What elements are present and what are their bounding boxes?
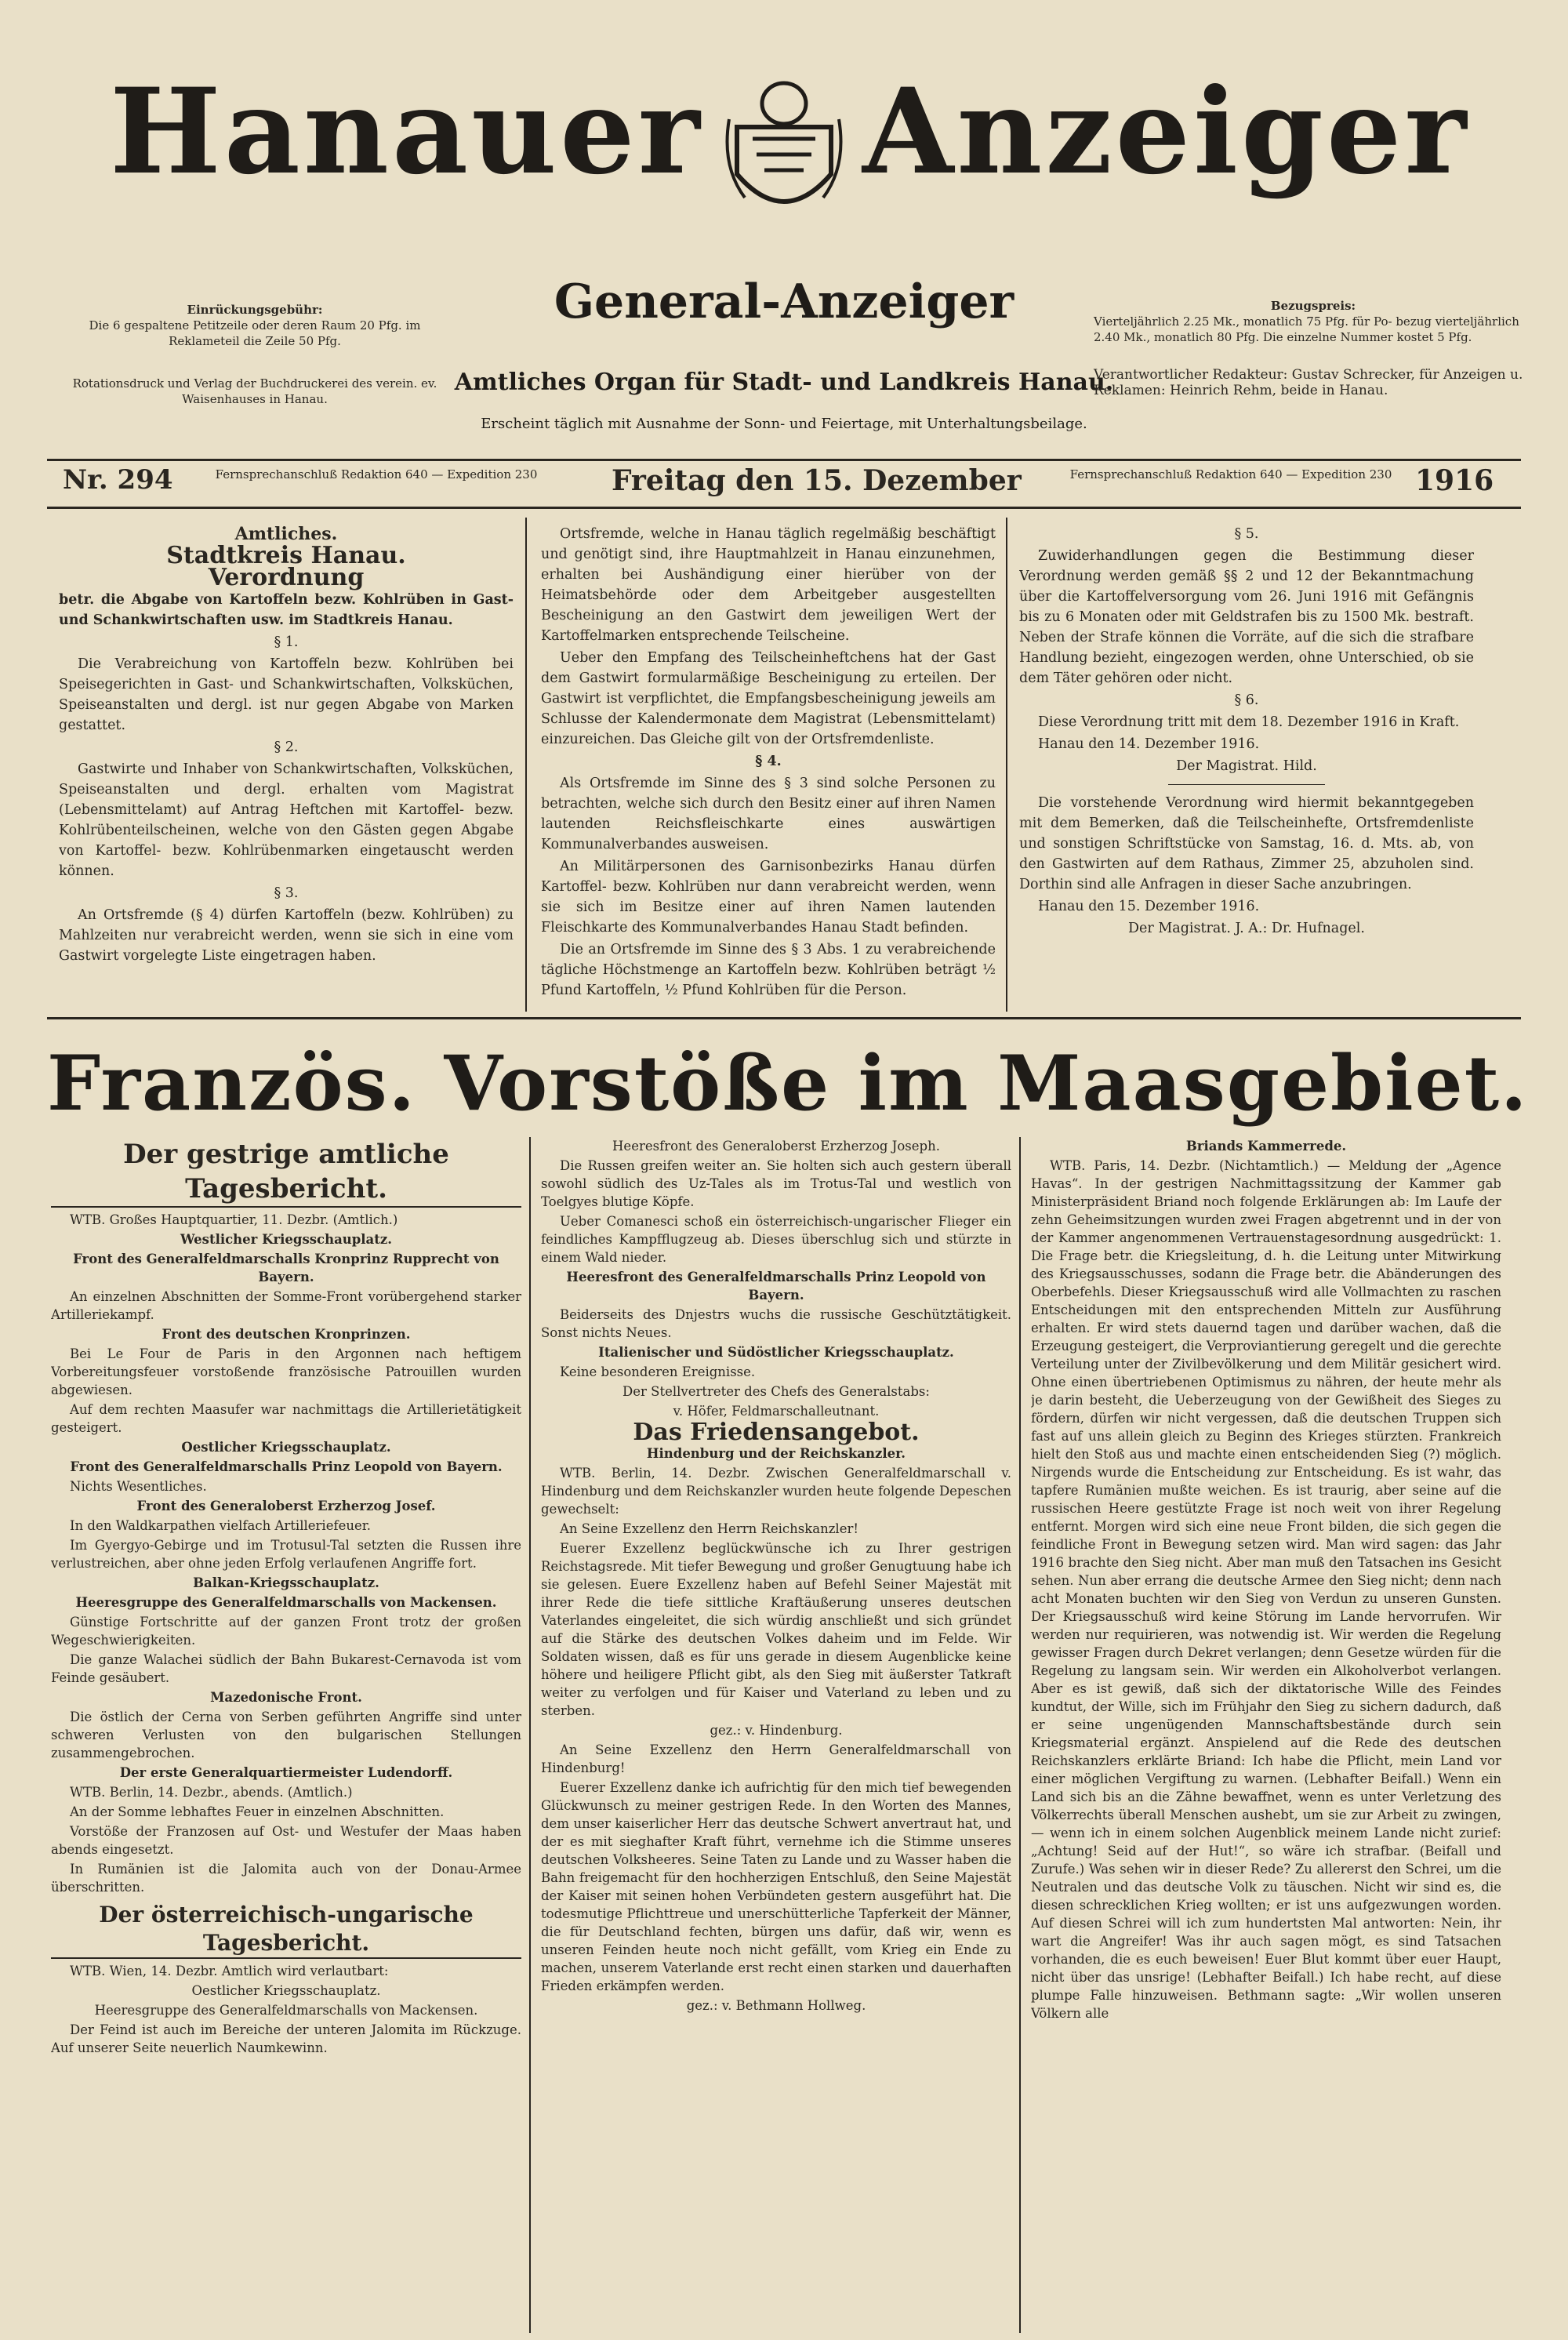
paragraph: Vorstöße der Franzosen auf Ost- und Westufer der Maas haben abends eingesetzt.	[51, 1824, 521, 1857]
paragraph: Bei Le Four de Paris in den Argonnen nach heftigem Vorbereitungsfeuer vorstoßende französische Patrouillen wurden abgewiesen.	[51, 1346, 521, 1397]
heading-briand: Briands Kammerrede.	[1185, 1139, 1347, 1154]
editor-text: Verantwortlicher Redakteur: Gustav Schrecker, für Anzeigen u. Reklamen: Heinrich Rehm, beide in Hanau.	[1094, 367, 1523, 398]
subheading: Heeresgruppe des Generalfeldmarschalls von Mackensen.	[94, 2003, 478, 2018]
para-label: § 3.	[274, 885, 299, 901]
paragraph: An Militärpersonen des Garnisonbezirks Hanau dürfen Kartoffel- bezw. Kohlrüben nur dann verabreicht werden, wenn sie sich im Besitze einer auf ihren Namen lautenden Fleischkarte des Kommunalverbandes Hanau Stadt befinden.	[541, 859, 996, 936]
paragraph: Günstige Fortschritte auf der ganzen Front trotz der großen Wegeschwierigkeiten.	[51, 1615, 521, 1648]
top-column-3	[1019, 524, 1474, 1010]
masthead-rule	[47, 459, 1521, 461]
paragraph: Beiderseits des Dnjestrs wuchs die russische Geschütztätigkeit. Sonst nichts Neues.	[541, 1307, 1011, 1340]
paragraph: An Ortsfremde (§ 4) dürfen Kartoffeln (bezw. Kohlrüben) zu Mahlzeiten nur verabreicht werden, wenn sie sich in eine vom Gastwirt vorgelegte Liste eingetragen haben.	[59, 907, 514, 964]
heading-verordnung: Verordnung	[208, 564, 365, 591]
paragraph: Gastwirte und Inhaber von Schankwirtschaften, Volksküchen, Speiseanstalten und dergl. erhalten vom Magistrat (Lebensmittelamt) auf Antrag Heftchen mit Kartoffel- bezw. Kohlrübenteilscheinen, welche von den Gästen gegen Abgabe von Kartoffel- bezw. Kohlrübenmarken eingetauscht werden können.	[59, 761, 514, 879]
issue-rule	[47, 507, 1521, 509]
heading-tagesbericht: Der gestrige amtliche Tagesbericht.	[51, 1137, 521, 1208]
subheading: Heeresfront des Generalfeldmarschalls Prinz Leopold von Bayern.	[566, 1270, 986, 1303]
paragraph: Euerer Exzellenz danke ich aufrichtig für den mich tief bewegenden Glückwunsch zu meiner gestrigen Rede. In den Worten des Mannes, dem unser kaiserlicher Herr das deutsche Schwert anvertraut hat, und der es mit sieghafter Kraft führt, vernehme ich die Stimme unseres deutschen Volksheeres. Seine Taten zu Lande und zu Wasser haben die Bahn freigemacht für den hochherzigen Entschluß, den Seine Majestät der Kaiser mit seinen hohen Verbündeten gestern ausgeführt hat. Die todesmutige Pflichttreue und unerschütterliche Tapferkeit der Männer, die für Deutschland fechten, bürgen uns dafür, daß wir, wenn es unseren Feinden heute noch nicht gefällt, vom Krieg ein Ende zu machen, unserem Vaterlande erst recht einen starken und dauerhaften Frieden erkämpfen werden.	[541, 1780, 1011, 1993]
para-label: § 1.	[274, 634, 299, 650]
paragraph: Ueber Comanesci schoß ein österreichisch-ungarischer Flieger ein feindliches Kampfflugzeug ab. Dieses überschlug sich und stürzte in einem Wald nieder.	[541, 1214, 1011, 1265]
insertion-fee-title: Einrückungsgebühr:	[187, 303, 323, 317]
subheading: Mazedonische Front.	[210, 1690, 362, 1705]
paragraph: Euerer Exzellenz beglückwünsche ich zu Ihrer gestrigen Reichstagsrede. Mit tiefer Bewegung und großer Genugtuung habe ich sie gelesen. Euere Exzellenz haben auf Befehl Seiner Majestät mit ihrer Rede die tiefe sittliche Kraftäußerung unseres deutschen Vaterlandes eingeleitet, die sich würdig anschließt und sich gründet auf die Stärke des deutschen Volkes daheim und im Felde. Wir Soldaten wissen, daß es für uns gerade in diesem Augenblicke keine höhere und heiligere Pflicht gibt, als den Sieg mit äußerster Tatkraft weiter zu verfolgen und für Kaiser und Vaterland zu leben und zu sterben.	[541, 1541, 1011, 1718]
para-label: § 4.	[755, 754, 782, 769]
paragraph: Der Feind ist auch im Bereiche der unteren Jalomita im Rückzuge. Auf unserer Seite neuerlich Naumkewinn.	[51, 2022, 521, 2055]
paragraph: WTB. Berlin, 14. Dezbr. Zwischen Generalfeldmarschall v. Hindenburg und dem Reichskanzler wurden heute folgende Depeschen gewechselt:	[541, 1466, 1011, 1517]
subheading: Front des Generalfeldmarschalls Prinz Leopold von Bayern.	[70, 1459, 503, 1474]
top-column-2	[541, 524, 996, 1010]
price-text: Vierteljährlich 2.25 Mk., monatlich 75 Pfg. für Po- bezug vierteljährlich 2.40 Mk., monatlich 80 Pfg. Die einzelne Nummer kostet 5 Pfg.	[1094, 314, 1519, 344]
paragraph: Ueber den Empfang des Teilscheinheftchens hat der Gast dem Gastwirt formularmäßige Bescheinigung zu erteilen. Der Gastwirt ist verpflichtet, die Empfangsbescheinigung jeweils am Schlusse der Kalendermonate dem Magistrat (Lebensmittelamt) einzureichen. Das Gleiche gilt von der Ortsfremdenliste.	[541, 650, 996, 747]
paragraph: Auf dem rechten Maasufer war nachmittags die Artillerietätigkeit gesteigert.	[51, 1402, 521, 1435]
price-title: Bezugspreis:	[1270, 299, 1356, 313]
dateline: WTB. Berlin, 14. Dezbr., abends. (Amtlich.)	[70, 1785, 353, 1800]
signature: gez.: v. Hindenburg.	[710, 1723, 843, 1738]
bottom-column-2	[541, 1137, 1011, 2333]
paragraph: Im Gyergyo-Gebirge und im Trotusul-Tal setzten die Russen ihre verlustreichen, aber ohne jeden Erfolg verlaufenen Angriffe fort.	[51, 1538, 521, 1571]
heading-stadtkreis: Stadtkreis Hanau.	[166, 542, 406, 569]
signature-date: Hanau den 15. Dezember 1916.	[1038, 899, 1260, 914]
subheading: Oestlicher Kriegsschauplatz.	[181, 1440, 391, 1455]
dateline: WTB. Großes Hauptquartier, 11. Dezbr. (Amtlich.)	[70, 1212, 398, 1227]
issue-year: 1916	[1415, 464, 1494, 497]
masthead-title-left: Hanauer	[110, 63, 703, 201]
paragraph: Diese Verordnung tritt mit dem 18. Dezember 1916 in Kraft.	[1038, 714, 1460, 730]
paragraph: An Seine Exzellenz den Herrn Generalfeldmarschall von Hindenburg!	[541, 1742, 1011, 1775]
paragraph: An einzelnen Abschnitten der Somme-Front vorübergehend starker Artilleriekampf.	[51, 1289, 521, 1322]
paragraph: Zuwiderhandlungen gegen die Bestimmung dieser Verordnung werden gemäß §§ 2 und 12 der Bekanntmachung über die Kartoffelversorgung vom 26. Juni 1916 mit Gefängnis bis zu 6 Monaten oder mit Geldstrafen bis zu 1500 Mk. bestraft. Neben der Strafe können die Vorräte, auf die sich die strafbare Handlung bezieht, eingezogen werden, ohne Unterschied, ob sie dem Täter gehören oder nicht.	[1019, 548, 1474, 686]
subheading: Westlicher Kriegsschauplatz.	[180, 1232, 392, 1247]
masthead-title-right: Anzeiger	[862, 63, 1470, 201]
bottom-column-1	[51, 1137, 521, 2333]
subscription-box	[1094, 298, 1533, 398]
top-column-1	[59, 524, 514, 1010]
paragraph: Nichts Wesentliches.	[70, 1479, 207, 1494]
subheading: Italienischer und Südöstlicher Kriegsschauplatz.	[598, 1345, 954, 1360]
subheading: Hindenburg und der Reichskanzler.	[646, 1446, 906, 1461]
phone-right: Fernsprechanschluß Redaktion 640 — Expedition 230	[1069, 467, 1392, 481]
masthead-subtitle: General-Anzeiger	[554, 274, 1014, 329]
paragraph: In Rumänien ist die Jalomita auch von der Donau-Armee überschritten.	[51, 1862, 521, 1895]
paragraph: Als Ortsfremde im Sinne des § 3 sind solche Personen zu betrachten, welche sich durch den Besitz einer auf ihren Namen lautenden Reichsfleischkarte eines auswärtigen Kommunalverbandes ausweisen.	[541, 776, 996, 852]
paragraph: An Seine Exzellenz den Herrn Reichskanzler!	[560, 1521, 858, 1536]
insertion-fee-text: Die 6 gespaltene Petitzeile oder deren Raum 20 Pfg. im Reklameteil die Zeile 50 Pfg.	[89, 318, 421, 348]
para-label: § 2.	[274, 739, 299, 755]
subheading: Heeresfront des Generaloberst Erzherzog Joseph.	[612, 1139, 940, 1154]
verordnung-lead: betr. die Abgabe von Kartoffeln bezw. Kohlrüben in Gast- und Schankwirtschaften usw. im Stadtkreis Hanau.	[59, 592, 514, 628]
printer-text: Rotationsdruck und Verlag der Buchdruckerei des verein. ev. Waisenhauses in Hanau.	[72, 376, 437, 406]
paragraph: Die Russen greifen weiter an. Sie holten sich auch gestern überall sowohl südlich des Uz-Tales als im Trotus-Tal und westlich von Toelgyes blutige Köpfe.	[541, 1158, 1011, 1209]
column-divider	[529, 1137, 531, 2333]
issue-number: Nr. 294	[63, 464, 173, 496]
column-divider	[525, 518, 527, 1012]
masthead-tagline: Amtliches Organ für Stadt- und Landkreis Hanau.	[454, 369, 1114, 396]
subheading: Heeresgruppe des Generalfeldmarschalls von Mackensen.	[75, 1595, 497, 1610]
signature: Der erste Generalquartiermeister Ludendorff.	[119, 1765, 453, 1780]
paragraph: Die ganze Walachei südlich der Bahn Bukarest-Cernavoda ist vom Feinde gesäubert.	[51, 1652, 521, 1685]
signature: Der Magistrat. Hild.	[1176, 758, 1317, 774]
bottom-column-3	[1031, 1137, 1501, 2333]
short-rule	[1168, 784, 1325, 785]
column-divider	[1019, 1137, 1021, 2333]
paragraph: Die Verabreichung von Kartoffeln bezw. Kohlrüben bei Speisegerichten in Gast- und Schankwirtschaften, Volksküchen, Speiseanstalten und dergl. ist nur gegen Abgabe von Marken gestattet.	[59, 656, 514, 733]
paragraph: In den Waldkarpathen vielfach Artilleriefeuer.	[70, 1518, 372, 1533]
main-headline: Französ. Vorstöße im Maasgebiet.	[47, 1039, 1529, 1128]
paragraph: Die an Ortsfremde im Sinne des § 3 Abs. 1 zu verabreichende tägliche Höchstmenge an Kartoffeln bezw. Kohlrüben beträgt ½ Pfund Kartoffeln, ½ Pfund Kohlrüben für die Person.	[541, 942, 996, 998]
paragraph: Die östlich der Cerna von Serben geführten Angriffe sind unter schweren Verlusten von den bulgarischen Stellungen zusammengebrochen.	[51, 1710, 521, 1760]
phone-left: Fernsprechanschluß Redaktion 640 — Expedition 230	[215, 467, 538, 481]
dateline: WTB. Wien, 14. Dezbr. Amtlich wird verlautbart:	[70, 1964, 389, 1978]
insertion-fee-box	[55, 302, 455, 407]
signature-date: Hanau den 14. Dezember 1916.	[1038, 736, 1260, 752]
paragraph: Ortsfremde, welche in Hanau täglich regelmäßig beschäftigt und genötigt sind, ihre Hauptmahlzeit in Hanau einzunehmen, erhalten bei Aushändigung einer hierüber von der Heimatsbehörde oder dem Arbeitgeber ausgestellten Bescheinigung an den Gastwirt dem jeweiligen Wert der Kartoffelmarken entsprechende Teilscheine.	[541, 526, 996, 644]
subheading: Front des deutschen Kronprinzen.	[162, 1327, 411, 1342]
masthead-frequency: Erscheint täglich mit Ausnahme der Sonn- und Feiertage, mit Unterhaltungsbeilage.	[481, 416, 1087, 432]
para-label: § 6.	[1234, 692, 1259, 708]
subheading: Front des Generalfeldmarschalls Kronprinz Rupprecht von Bayern.	[73, 1252, 499, 1284]
issue-line	[47, 464, 1521, 500]
coat-of-arms-icon	[721, 72, 847, 229]
signature: v. Höfer, Feldmarschalleutnant.	[673, 1404, 880, 1419]
headline-rule	[47, 1017, 1521, 1019]
heading-friedensangebot: Das Friedensangebot.	[633, 1419, 920, 1446]
paragraph: An der Somme lebhaftes Feuer in einzelnen Abschnitten.	[70, 1804, 445, 1819]
subheading: Balkan-Kriegsschauplatz.	[193, 1575, 379, 1590]
issue-date: Freitag den 15. Dezember	[612, 464, 1022, 497]
column-divider	[1006, 518, 1007, 1012]
signature: Der Magistrat. J. A.: Dr. Hufnagel.	[1128, 921, 1365, 936]
subheading: Oestlicher Kriegsschauplatz.	[191, 1983, 381, 1998]
paragraph: Die vorstehende Verordnung wird hiermit bekanntgegeben mit dem Bemerken, daß die Teilscheinhefte, Ortsfremdenliste und sonstigen Schriftstücke von Samstag, 16. d. Mts. ab, von den Gastwirten auf dem Rathaus, Zimmer 25, abzuholen sind. Dorthin sind alle Anfragen in dieser Sache anzubringen.	[1019, 795, 1474, 892]
subheading: Front des Generaloberst Erzherzog Josef.	[136, 1499, 436, 1513]
section-amtliches: Amtliches.	[234, 524, 338, 544]
paragraph: Keine besonderen Ereignisse.	[560, 1364, 756, 1379]
para-label: § 5.	[1234, 526, 1259, 542]
signature: Der Stellvertreter des Chefs des Generalstabs:	[622, 1384, 930, 1399]
paragraph: WTB. Paris, 14. Dezbr. (Nichtamtlich.) — Meldung der „Agence Havas“. In der gestrigen Nachmittagssitzung der Kammer gab Ministerpräsident Briand noch folgende Erklärungen ab: Im Laufe der zehn Geheimsitzungen wurden zwei Fragen abgetrennt und in der von der Kammer angenommenen Vertrauenstagesordnung ausgedrückt: 1. Die Frage betr. die Kriegsleitung, d. h. die Leitung unter Mitwirkung des Kriegsausschusses, sodann die Frage betr. die Abänderungen des Oberbefehls. Dieser Kriegsausschuß wird alle Vollmachten zu raschen Entscheidungen mit den entsprechenden Mitteln zur Ausführung erhalten. Er wird stets dauernd tagen und darüber wachen, daß die Erzeugung gesteigert, die Verproviantierung geregelt und die gerechte Verteilung unter der Zivilbevölkerung und dem Militär gesichert wird. Ohne einen übertriebenen Optimismus zu nähren, der heute mehr als je darin besteht, die Ueberzeugung von der Gewißheit des Sieges zu fördern, dürfen wir nicht vergessen, daß die deutschen Truppen sich fast auf uns allein gleich zu Beginn des Krieges stürzten. Frankreich hielt den Stoß aus und machte einen entscheidenden Sieg (?) möglich. Nirgends wurde die Entscheidung zur Entscheidung. Es ist wahr, das tapfere Rumänien mußte weichen. Es ist traurig, aber seine auf die russischen Heere gestützte Frage ist noch weit von ihrer Regelung entfernt. Morgen wird sich eine neue Front bilden, die sich gegen die feindliche Front in Bewegung setzen wird. Man wird sagen: das Jahr 1916 brachte den Sieg nicht. Aber man muß den Tatsachen ins Gesicht sehen. Nun aber errang die deutsche Armee den Sieg nicht; denn nach acht Monaten buchten wir den Sieg von Verdun zu unseren Gunsten. Der Kriegsausschuß wird keine Störung im Lande hervorrufen. Wir werden nur requirieren, was notwendig ist. Wir werden die Regelung gewisser Fragen durch Dekret verlangen; denn Gesetze würden für die Regelung zu langsam sein. Wir werden ein Alkoholverbot verlangen. Aber es ist gewiß, daß sich der diktatorische Wille des Feindes kundtut, der Wille, sich im Frühjahr den Sieg zu sichern dadurch, daß er seine ungenügenden Mannschaftsbestände durch sein Kriegsmaterial ergänzt. Anspielend auf die Rede des deutschen Reichskanzlers erklärte Briand: Ich habe die Pflicht, mein Land vor einer möglichen Vergiftung zu warnen. (Lebhafter Beifall.) Wenn ein Land sich bis an die Zähne bewaffnet, wenn es unter Verletzung des Völkerrechts überall Menschen aushebt, um sie zur Arbeit zu zwingen, — wenn ich in einem solchen Augenblick meinem Lande nicht zurief: „Achtung! Seid auf der Hut!“, so wäre ich strafbar. (Beifall und Zurufe.) Was sehen wir in dieser Rede? Zu allererst den Schrei, um die Neutralen und das deutsche Volk zu täuschen. Nicht wir sind es, die diesen schrecklichen Krieg wollten; er ist uns aufgezwungen worden. Auf diesen Schrei will ich zum hundertsten Mal antworten: Nein, ihr wart die Angreifer! Was ihr auch sagen mögt, es sind Tatsachen vorhanden, die es euch beweisen! Euer Blut kommt über euer Haupt, nicht über das unsrige! (Lebhafter Beifall.) Ich habe recht, auf diese plumpe Falle hinzuweisen. Bethmann sagte: „Wir wollen unseren Völkern alle	[1031, 1158, 1501, 2021]
signature: gez.: v. Bethmann Hollweg.	[686, 1998, 866, 2013]
heading-oesterreich: Der österreichisch-ungarische Tagesbericht.	[51, 1901, 521, 1959]
